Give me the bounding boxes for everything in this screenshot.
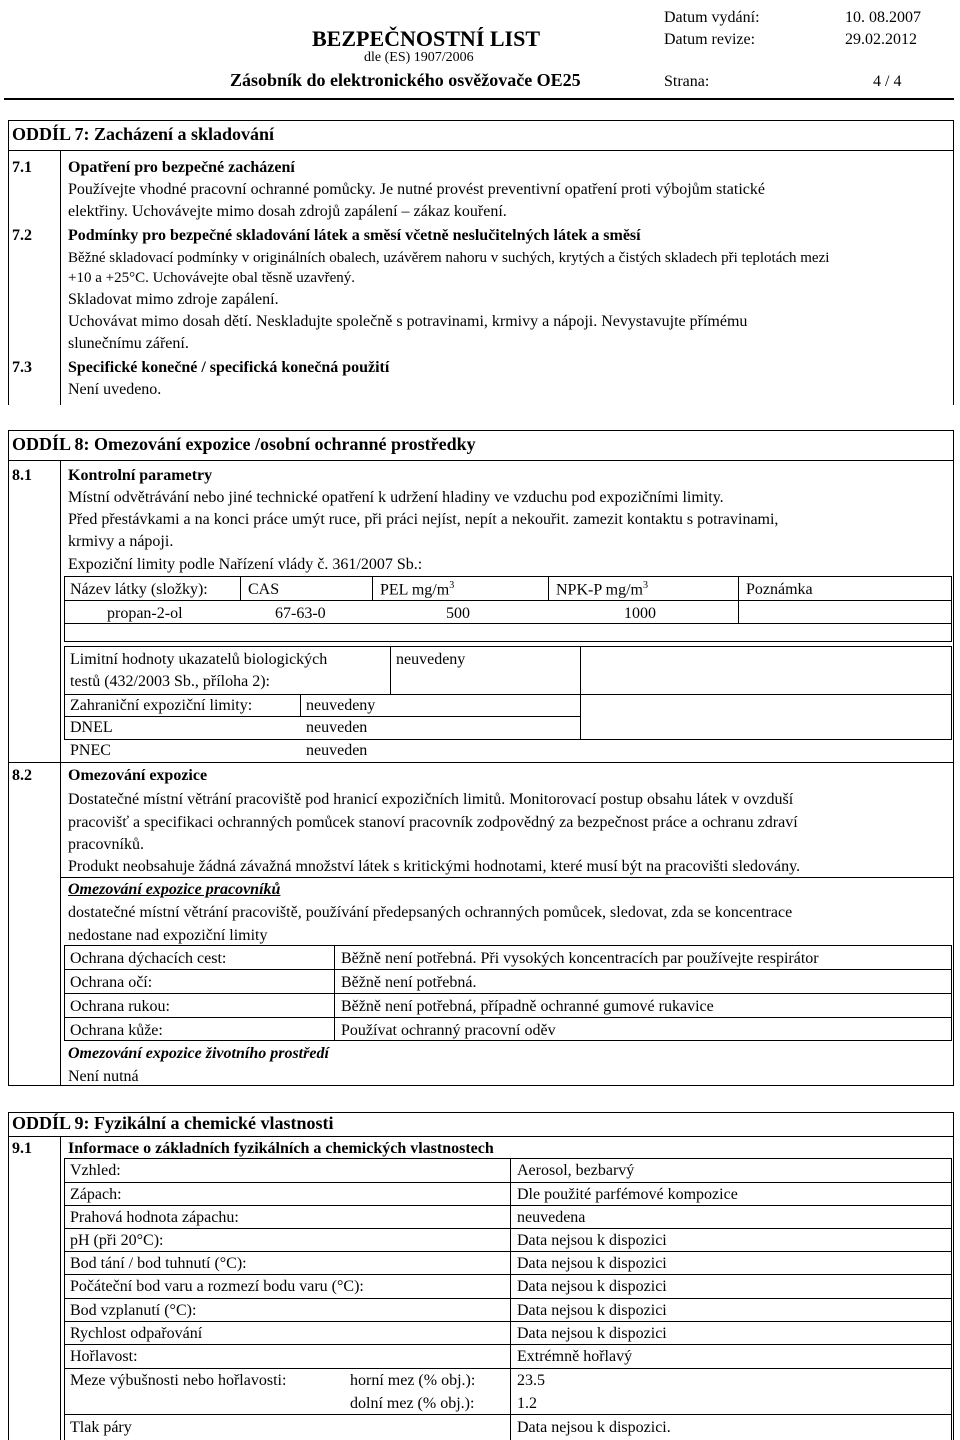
paragraph-line: Není nutná bbox=[68, 1068, 139, 1085]
table-divider bbox=[64, 1251, 952, 1252]
property-value-flammability: Extrémně hořlavý bbox=[517, 1348, 633, 1365]
vapor-pressure-value: Data nejsou k dispozici. bbox=[517, 1419, 671, 1436]
revision-date-label: Datum revize: bbox=[664, 31, 756, 48]
subsection-number: 9.1 bbox=[12, 1140, 32, 1157]
table-divider bbox=[372, 576, 373, 600]
property-value-odor: Dle použité parfémové kompozice bbox=[517, 1186, 738, 1203]
subsection-number: 7.3 bbox=[12, 359, 32, 376]
property-label-flash-point: Bod vzplanutí (°C): bbox=[70, 1302, 197, 1319]
eye-protection-label: Ochrana očí: bbox=[70, 974, 153, 991]
table-divider bbox=[64, 694, 952, 695]
table-divider bbox=[64, 1205, 952, 1206]
table-divider bbox=[300, 694, 301, 716]
regulation-reference: dle (ES) 1907/2006 bbox=[364, 50, 474, 65]
paragraph-line: Skladovat mimo zdroje zapálení. bbox=[68, 291, 279, 308]
paragraph-line: +10 a +25°C. Uchovávejte obal těsně uzavřený. bbox=[68, 270, 355, 286]
table-divider bbox=[64, 716, 580, 717]
subsection-heading: Opatření pro bezpečné zacházení bbox=[68, 159, 295, 176]
subsection-number: 7.1 bbox=[12, 159, 32, 176]
properties-table bbox=[64, 1158, 952, 1440]
table-cell-pel: 500 bbox=[446, 605, 470, 622]
section-9-number-divider bbox=[60, 1136, 61, 1440]
issue-date-label: Datum vydání: bbox=[664, 9, 760, 26]
property-value-odor-threshold: neuvedena bbox=[517, 1209, 586, 1226]
paragraph-line: nedostane nad expoziční limity bbox=[68, 927, 268, 944]
respiratory-protection-label: Ochrana dýchacích cest: bbox=[70, 950, 227, 967]
environment-exposure-heading: Omezování expozice životního prostředí bbox=[68, 1045, 329, 1062]
section-7-title: ODDÍL 7: Zacházení a skladování bbox=[12, 124, 275, 144]
section-7-title-divider bbox=[8, 150, 954, 151]
document-title: BEZPEČNOSTNÍ LIST bbox=[312, 26, 541, 51]
paragraph-line: pracovníků. bbox=[68, 836, 144, 853]
property-value-appearance: Aerosol, bezbarvý bbox=[517, 1162, 635, 1179]
section-9-title-divider bbox=[8, 1136, 954, 1137]
table-divider bbox=[64, 1368, 952, 1369]
hand-protection-label: Ochrana rukou: bbox=[70, 998, 170, 1015]
section-9-title: ODDÍL 9: Fyzikální a chemické vlastnosti bbox=[12, 1113, 334, 1133]
pnec-value: neuveden bbox=[306, 742, 368, 759]
table-divider bbox=[64, 1182, 952, 1183]
property-label-ph: pH (při 20°C): bbox=[70, 1232, 164, 1249]
table-divider bbox=[390, 646, 391, 694]
subsection-heading: Omezování expozice bbox=[68, 767, 208, 784]
property-label-melting-point: Bod tání / bod tuhnutí (°C): bbox=[70, 1255, 247, 1272]
property-value-boiling-point: Data nejsou k dispozici bbox=[517, 1278, 667, 1295]
table-header-pel: PEL $mg/m^3$ bbox=[380, 580, 455, 599]
lower-limit-value: 1.2 bbox=[517, 1395, 537, 1412]
table-divider bbox=[64, 1344, 952, 1345]
revision-date: 29.02.2012 bbox=[845, 31, 917, 48]
property-label-boiling-point: Počáteční bod varu a rozmezí bodu varu (°C): bbox=[70, 1278, 364, 1295]
upper-limit-value: 23.5 bbox=[517, 1372, 545, 1389]
lower-limit-label: dolní mez (% obj.): bbox=[350, 1395, 475, 1412]
skin-protection-value: Používat ochranný pracovní oděv bbox=[341, 1022, 556, 1039]
bio-limits-value: neuvedeny bbox=[396, 651, 466, 668]
table-divider bbox=[240, 576, 241, 600]
dnel-label: DNEL bbox=[70, 719, 113, 736]
paragraph-line: Běžné skladovací podmínky v originálních obalech, uzávěrem nahoru v suchých, krytých a čistých skladech při teplotách mezi bbox=[68, 250, 830, 266]
skin-protection-label: Ochrana kůže: bbox=[70, 1022, 163, 1039]
table-divider bbox=[64, 1274, 952, 1275]
table-divider bbox=[64, 1228, 952, 1229]
table-divider bbox=[580, 646, 581, 740]
table-divider bbox=[64, 969, 952, 970]
paragraph-line: Uchovávat mimo dosah dětí. Neskladujte společně s potravinami, krmivy a nápoji. Nevystavujte přímému bbox=[68, 313, 748, 330]
paragraph-line: Před přestávkami a na konci práce umýt ruce, při práci nejíst, nepít a nekouřit. zamezit kontaktu s potravinami, bbox=[68, 511, 779, 528]
paragraph-line: krmivy a nápoji. bbox=[68, 533, 174, 550]
property-label-odor: Zápach: bbox=[70, 1186, 122, 1203]
property-value-flash-point: Data nejsou k dispozici bbox=[517, 1302, 667, 1319]
table-header-cas: CAS bbox=[248, 581, 280, 598]
foreign-limits-value: neuvedeny bbox=[306, 697, 376, 714]
section-8-title: ODDÍL 8: Omezování expozice /osobní ochranné prostředky bbox=[12, 434, 476, 454]
subsection-number: 8.1 bbox=[12, 467, 32, 484]
paragraph-line: Není uvedeno. bbox=[68, 381, 162, 398]
table-divider bbox=[64, 1414, 952, 1415]
explosive-limits-label: Meze výbušnosti nebo hořlavosti: bbox=[70, 1372, 287, 1389]
table-divider bbox=[64, 1017, 952, 1018]
subsection-heading: Informace o základních fyzikálních a chemických vlastnostech bbox=[68, 1140, 494, 1157]
table-divider bbox=[510, 1158, 511, 1440]
table-header-note: Poznámka bbox=[746, 581, 813, 598]
hand-protection-value: Běžně není potřebná, případně ochranné gumové rukavice bbox=[341, 998, 714, 1015]
table-divider bbox=[548, 576, 549, 600]
table-cell-substance: propan-2-ol bbox=[107, 605, 183, 622]
property-label-appearance: Vzhled: bbox=[70, 1162, 121, 1179]
subsection-number: 7.2 bbox=[12, 227, 32, 244]
pnec-label: PNEC bbox=[70, 742, 111, 759]
exposure-limits-spacer-row bbox=[64, 624, 952, 642]
upper-limit-label: horní mez (% obj.): bbox=[350, 1372, 476, 1389]
property-value-melting-point: Data nejsou k dispozici bbox=[517, 1255, 667, 1272]
paragraph-line: Používejte vhodné pracovní ochranné pomůcky. Je nutné provést preventivní opatření proti výbojům statické bbox=[68, 181, 765, 198]
paragraph-line: Místní odvětrávání nebo jiné technické opatření k udržení hladiny ve vzduchu pod expozičními limity. bbox=[68, 489, 724, 506]
property-label-evaporation-rate: Rychlost odpařování bbox=[70, 1325, 203, 1342]
eye-protection-value: Běžně není potřebná. bbox=[341, 974, 477, 991]
section-7-number-divider bbox=[60, 150, 61, 405]
property-label-odor-threshold: Prahová hodnota zápachu: bbox=[70, 1209, 239, 1226]
workers-exposure-heading: Omezování expozice pracovníků bbox=[68, 881, 281, 898]
subsection-heading: Kontrolní parametry bbox=[68, 467, 213, 484]
page-label: Strana: bbox=[664, 73, 710, 90]
table-divider bbox=[64, 993, 952, 994]
paragraph-line: Produkt neobsahuje žádná závažná množství látek s kritickými hodnotami, které musí být na pracovišti sledovány. bbox=[68, 858, 801, 875]
table-header-npk: NPK-P $mg/m^3$ bbox=[556, 580, 648, 599]
section-8-title-divider bbox=[8, 460, 954, 461]
paragraph-line: Dostatečné místní větrání pracoviště pod hranicí expozičních limitů. Monitorovací postup obsahu látek v ovzduší bbox=[68, 791, 794, 808]
respiratory-protection-value: Běžně není potřebná. Při vysokých koncentracích par používejte respirátor bbox=[341, 950, 819, 967]
bio-limits-label: Limitní hodnoty ukazatelů biologických bbox=[70, 651, 328, 668]
page-number: 4 / 4 bbox=[873, 73, 902, 90]
paragraph-line: Expoziční limity podle Nařízení vlády č. 361/2007 Sb.: bbox=[68, 556, 423, 573]
section-8-number-divider bbox=[60, 460, 61, 1086]
property-value-ph: Data nejsou k dispozici bbox=[517, 1232, 667, 1249]
table-divider bbox=[64, 600, 952, 601]
table-cell-npk: 1000 bbox=[624, 605, 656, 622]
paragraph-line: pracovišť a specifikaci ochranných pomůcek stanoví pracovník zodpovědný za bezpečnost práce a ochranu zdraví bbox=[68, 814, 798, 831]
dnel-value: neuveden bbox=[306, 719, 368, 736]
bio-limits-label: testů (432/2003 Sb., příloha 2): bbox=[70, 673, 270, 690]
subsection-heading: Specifické konečné / specifická konečná použití bbox=[68, 359, 390, 376]
paragraph-line: dostatečné místní větrání pracoviště, používání předepsaných ochranných pomůcek, sledovat, zda se koncentrace bbox=[68, 904, 793, 921]
paragraph-line: elektřiny. Uchovávejte mimo dosah zdrojů zapálení – zákaz kouření. bbox=[68, 203, 507, 220]
property-label-flammability: Hořlavost: bbox=[70, 1348, 138, 1365]
table-header-substance: Název látky (složky): bbox=[70, 581, 208, 598]
vapor-pressure-label: Tlak páry bbox=[70, 1419, 132, 1436]
table-divider bbox=[64, 1321, 952, 1322]
paragraph-line: slunečnímu záření. bbox=[68, 335, 189, 352]
product-name: Zásobník do elektronického osvěžovače OE25 bbox=[230, 70, 581, 90]
subsection-heading: Podmínky pro bezpečné skladování látek a směsí včetně neslučitelných látek a směsí bbox=[68, 227, 641, 244]
header-divider bbox=[4, 98, 954, 100]
issue-date: 10. 08.2007 bbox=[845, 9, 921, 26]
foreign-limits-label: Zahraniční expoziční limity: bbox=[70, 697, 253, 714]
subsection-divider bbox=[60, 877, 954, 878]
table-divider bbox=[64, 1298, 952, 1299]
subsection-number: 8.2 bbox=[12, 767, 32, 784]
table-cell-cas: 67-63-0 bbox=[275, 605, 326, 622]
subsection-divider bbox=[8, 762, 954, 763]
property-value-evaporation-rate: Data nejsou k dispozici bbox=[517, 1325, 667, 1342]
